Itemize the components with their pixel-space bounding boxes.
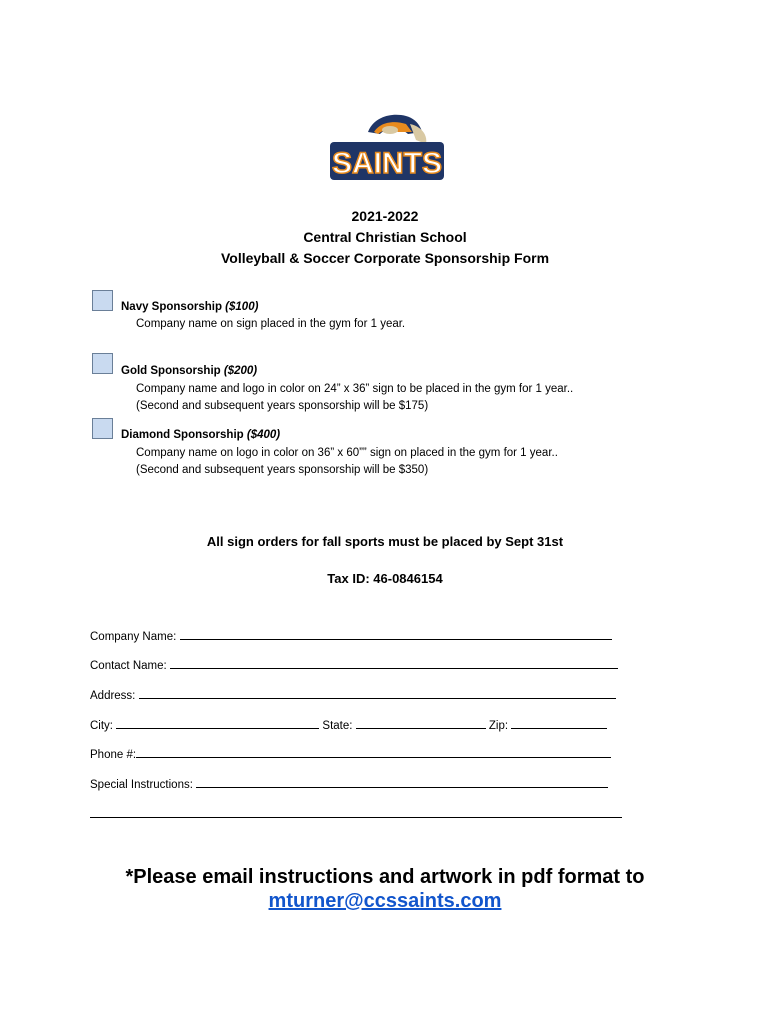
special-instructions-field[interactable]: [196, 776, 608, 788]
diamond-sponsorship-desc: Company name on logo in color on 36” x 60”” sign on placed in the gym for 1 year..: [136, 447, 558, 459]
company-name-field[interactable]: [180, 628, 612, 640]
contact-name-row: [90, 657, 618, 672]
email-instructions: *Please email instructions and artwork in pdf format to: [125, 866, 645, 888]
deadline-notice: All sign orders for fall sports must be placed by Sept 31st: [206, 534, 564, 549]
contact-name-label: Contact Name:: [90, 660, 167, 672]
gold-sponsorship-desc: Company name and logo in color on 24” x 36” sign to be placed in the gym for 1 year..: [136, 383, 574, 395]
state-label: State:: [322, 720, 353, 732]
gold-sponsorship-price: ($200): [223, 365, 258, 377]
phone-row: [90, 746, 611, 761]
saints-logo: [328, 110, 446, 182]
form-title: Volleyball & Soccer Corporate Sponsorship Form: [220, 250, 550, 266]
school-name: Central Christian School: [303, 229, 467, 245]
company-name-row: [90, 628, 612, 643]
special-instructions-row: [90, 776, 608, 791]
city-label: City:: [90, 720, 113, 732]
diamond-sponsorship-checkbox[interactable]: [92, 418, 113, 439]
phone-label: Phone #:: [90, 749, 137, 761]
zip-field[interactable]: [511, 717, 607, 729]
diamond-sponsorship-price: ($400): [246, 429, 281, 441]
phone-field[interactable]: [136, 746, 611, 758]
navy-sponsorship-desc: Company name on sign placed in the gym for 1 year.: [136, 318, 406, 330]
navy-sponsorship-price: ($100): [225, 301, 259, 313]
logo-wordmark: SAINTS: [331, 147, 443, 180]
diamond-sponsorship-title: [121, 429, 280, 441]
special-instructions-label: Special Instructions:: [90, 779, 193, 791]
address-row: [90, 687, 616, 702]
form-year: 2021-2022: [351, 208, 419, 224]
gold-sponsorship-note: (Second and subsequent years sponsorship will be $175): [136, 400, 429, 412]
company-name-label: Company Name:: [90, 631, 177, 643]
city-state-zip-row: [90, 717, 607, 732]
zip-label: Zip:: [488, 720, 509, 732]
address-label: Address:: [90, 690, 136, 702]
email-link[interactable]: mturner@ccssaints.com: [268, 890, 502, 912]
contact-name-field[interactable]: [170, 657, 618, 669]
gold-sponsorship-title: [121, 365, 257, 377]
address-field[interactable]: [139, 687, 616, 699]
gold-sponsorship-checkbox[interactable]: [92, 353, 113, 374]
tax-id: Tax ID: 46-0846154: [327, 571, 443, 586]
diamond-sponsorship-note: (Second and subsequent years sponsorship will be $350): [136, 464, 429, 476]
diamond-sponsorship-name: Diamond Sponsorship: [121, 429, 244, 441]
city-field[interactable]: [116, 717, 319, 729]
navy-sponsorship-title: [121, 301, 258, 313]
gold-sponsorship-name: Gold Sponsorship: [121, 365, 221, 377]
special-instructions-extra-line[interactable]: [90, 806, 622, 818]
special-instructions-extra-row: [90, 806, 622, 821]
state-field[interactable]: [356, 717, 486, 729]
navy-sponsorship-checkbox[interactable]: [92, 290, 113, 311]
email-link-row: [0, 890, 770, 913]
navy-sponsorship-name: Navy Sponsorship: [121, 301, 222, 313]
